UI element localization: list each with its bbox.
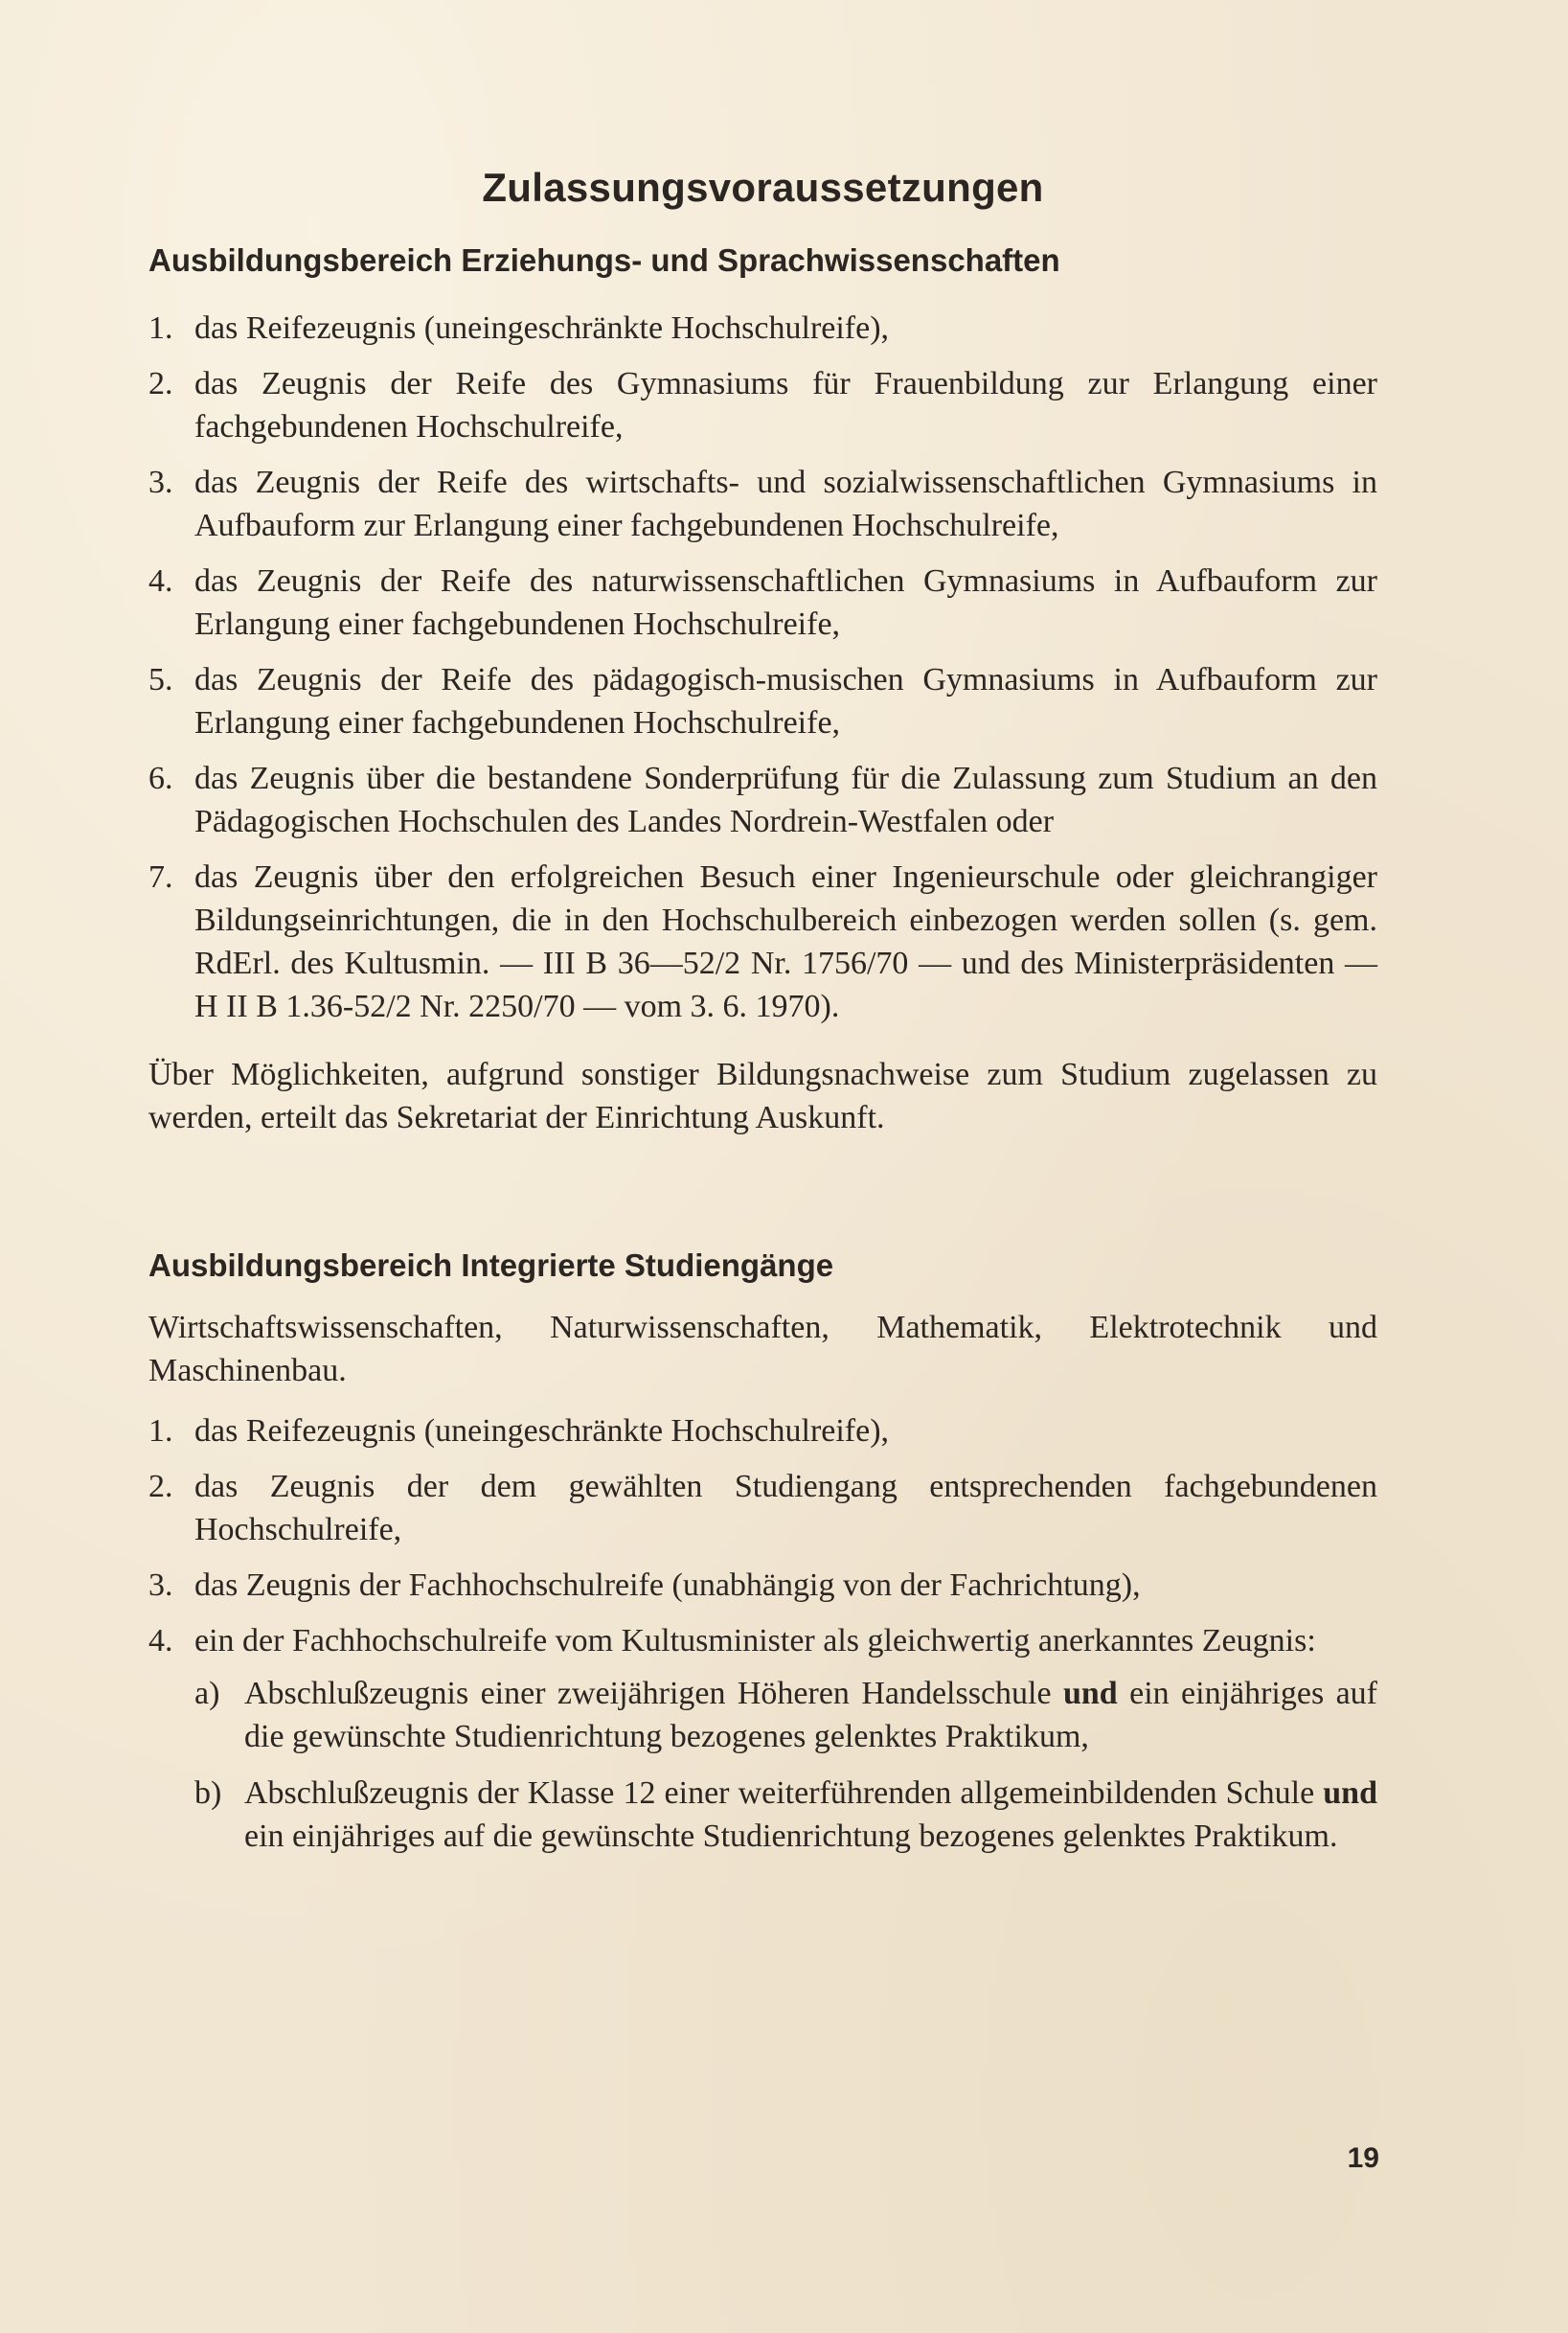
list-item-text: das Zeugnis der Reife des naturwissenschaftlichen Gymnasiums in Aufbauform zur Erlangung einer fachgebundenen Hochschulreife, [194,563,1377,642]
section-heading-erziehung: Ausbildungsbereich Erziehungs- und Sprachwissenschaften [148,242,1060,278]
list-item-number: 3. [148,465,173,500]
sub-list-item-letter: b) [194,1775,222,1811]
subjects-intro: Wirtschaftswissenschaften, Naturwissenschaften, Mathematik, Elektrotechnik und Maschinenbau. [148,1310,1377,1388]
list-item-number: 2. [148,1469,173,1504]
sub-item-bold-word: und [1062,1676,1118,1711]
list-item-text: das Zeugnis der Fachhochschulreife (unabhängig von der Fachrichtung), [194,1567,1141,1603]
page-title: Zulassungsvoraussetzungen [482,165,1044,210]
list-item [148,1465,1377,1551]
sub-list [194,1672,1377,1858]
sub-item-text-before: Abschlußzeugnis der Klasse 12 einer weiterführenden allgemeinbildenden Schule [244,1775,1315,1811]
list-item [148,362,1377,448]
list-item-number: 1. [148,310,173,346]
sub-list-item [194,1672,1377,1758]
list-item-text: das Zeugnis über die bestandene Sonderprüfung für die Zulassung zum Studium an den Pädagogischen Hochschulen des Landes Nordrein-Westfalen oder [194,761,1377,839]
list-item-number: 4. [148,563,173,599]
page-number: 19 [1347,2142,1379,2174]
sub-list-item-letter: a) [194,1676,220,1711]
list-item [148,461,1377,547]
list-item-number: 7. [148,859,173,895]
info-note: Über Möglichkeiten, aufgrund sonstiger Bildungsnachweise zum Studium zugelassen zu werden, erteilt das Sekretariat der Einrichtung Auskunft. [148,1057,1377,1135]
list-item [148,856,1377,1028]
sub-item-text-before: Abschlußzeugnis einer zweijährigen Höheren Handelsschule [244,1676,1052,1711]
list-item-number: 2. [148,366,173,401]
list-item-number: 5. [148,662,173,698]
list-item-number: 6. [148,761,173,796]
sub-list-item [194,1772,1377,1858]
list-item [148,1409,1377,1452]
document-page [148,163,1377,1871]
list-item-text: das Zeugnis der Reife des wirtschafts- und sozialwissenschaftlichen Gymnasiums in Aufbauform zur Erlangung einer fachgebundenen Hochschulreife, [194,465,1377,543]
sub-item-text-after: ein einjähriges auf die gewünschte Studienrichtung bezogenes gelenktes Praktikum, [244,1676,1377,1754]
list-item-text: das Zeugnis der dem gewählten Studiengang entsprechenden fachgebundenen Hochschulreife, [194,1469,1377,1547]
list-item-number: 1. [148,1413,173,1449]
list-item-text: das Zeugnis der Reife des pädagogisch-musischen Gymnasiums in Aufbauform zur Erlangung einer fachgebundenen Hochschulreife, [194,662,1377,741]
list-item-number: 4. [148,1623,173,1658]
requirements-list-2 [148,1409,1377,1858]
list-item [148,658,1377,744]
list-item [148,307,1377,350]
requirements-list-1 [148,307,1377,1028]
list-item [148,1619,1377,1858]
sub-item-bold-word: und [1323,1775,1377,1811]
list-item [148,757,1377,843]
list-item [148,560,1377,646]
list-item [148,1564,1377,1607]
list-item-text: das Zeugnis über den erfolgreichen Besuch einer Ingenieurschule oder gleichrangiger Bildungseinrichtungen, die in den Hochschulbereich einbezogen werden sollen (s. gem. RdErl. des Kultusmin. — III B 36—52/2 Nr. 1756/70 — und des Ministerpräsidenten — H II B 1.36-52/2 Nr. 2250/70 — vom 3. 6. 1970). [194,859,1377,1024]
section-heading-integrierte: Ausbildungsbereich Integrierte Studiengänge [148,1247,834,1283]
list-item-text: das Reifezeugnis (uneingeschränkte Hochschulreife), [194,1413,890,1449]
list-item-text: das Zeugnis der Reife des Gymnasiums für Frauenbildung zur Erlangung einer fachgebundenen Hochschulreife, [194,366,1377,445]
list-item-text: das Reifezeugnis (uneingeschränkte Hochschulreife), [194,310,890,346]
list-item-number: 3. [148,1567,173,1603]
list-item-text: ein der Fachhochschulreife vom Kultusminister als gleichwertig anerkanntes Zeugnis: [194,1623,1316,1658]
sub-item-text-after: ein einjähriges auf die gewünschte Studienrichtung bezogenes gelenktes Praktikum. [244,1818,1338,1854]
